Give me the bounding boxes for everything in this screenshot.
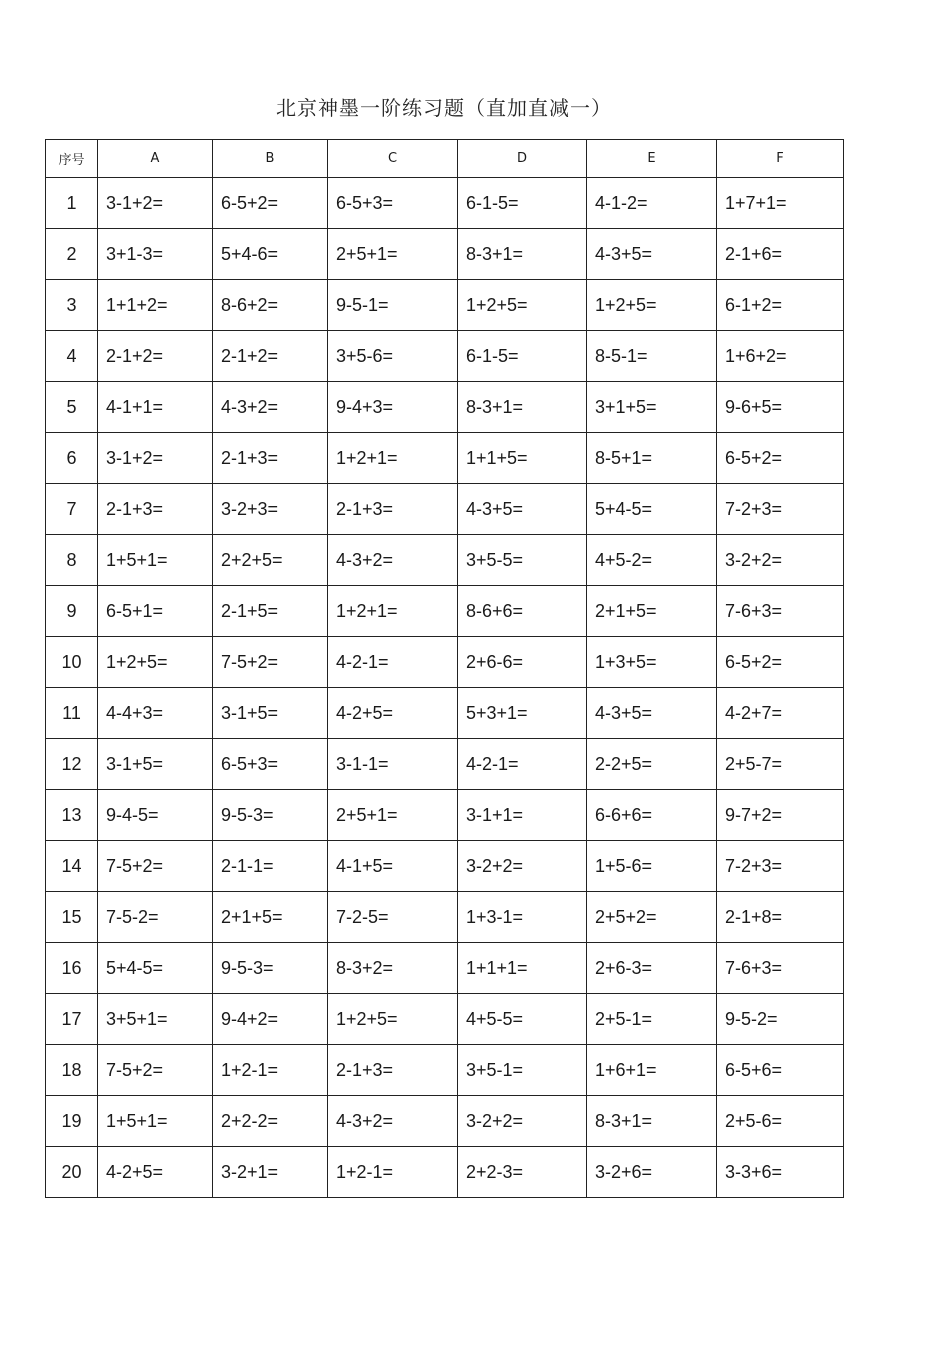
row-number: 6	[46, 433, 98, 484]
column-header-d: D	[458, 140, 587, 178]
problem-cell: 1+2+5=	[587, 280, 717, 331]
problem-cell: 6-5+3=	[328, 178, 458, 229]
problem-cell: 7-5+2=	[98, 841, 213, 892]
problem-cell: 2+5-6=	[717, 1096, 844, 1147]
problem-cell: 3+1+5=	[587, 382, 717, 433]
column-header-b: B	[213, 140, 328, 178]
row-number: 12	[46, 739, 98, 790]
row-number: 18	[46, 1045, 98, 1096]
table-row	[46, 535, 844, 586]
row-number: 5	[46, 382, 98, 433]
problem-cell: 5+3+1=	[458, 688, 587, 739]
problem-cell: 9-5-3=	[213, 943, 328, 994]
problem-cell: 8-3+1=	[458, 229, 587, 280]
problem-cell: 9-5-2=	[717, 994, 844, 1045]
problem-cell: 5+4-6=	[213, 229, 328, 280]
table-row	[46, 1147, 844, 1198]
problem-cell: 4-1-2=	[587, 178, 717, 229]
problem-cell: 2+2+5=	[213, 535, 328, 586]
problem-cell: 2+5+1=	[328, 229, 458, 280]
problem-cell: 2+5-1=	[587, 994, 717, 1045]
row-number: 3	[46, 280, 98, 331]
problem-cell: 2-1+3=	[213, 433, 328, 484]
row-number: 15	[46, 892, 98, 943]
table-row	[46, 586, 844, 637]
table-row	[46, 994, 844, 1045]
problem-cell: 2+1+5=	[587, 586, 717, 637]
problem-cell: 6-5+2=	[717, 637, 844, 688]
problem-cell: 1+2+5=	[98, 637, 213, 688]
problem-cell: 4-2-1=	[458, 739, 587, 790]
problem-cell: 4-2+5=	[328, 688, 458, 739]
problem-cell: 3-2+2=	[458, 841, 587, 892]
problem-cell: 2-1+2=	[213, 331, 328, 382]
problem-cell: 7-5+2=	[98, 1045, 213, 1096]
table-row	[46, 841, 844, 892]
row-number: 13	[46, 790, 98, 841]
table-row	[46, 382, 844, 433]
problem-cell: 2+2-3=	[458, 1147, 587, 1198]
problem-cell: 2-2+5=	[587, 739, 717, 790]
problem-cell: 1+6+2=	[717, 331, 844, 382]
problem-cell: 2+1+5=	[213, 892, 328, 943]
problem-cell: 6-1+2=	[717, 280, 844, 331]
problem-cell: 1+2+1=	[328, 586, 458, 637]
table-row	[46, 1096, 844, 1147]
problem-cell: 4-3+2=	[328, 535, 458, 586]
table-row	[46, 688, 844, 739]
problem-cell: 4-2+7=	[717, 688, 844, 739]
problem-cell: 9-7+2=	[717, 790, 844, 841]
problem-cell: 1+5+1=	[98, 1096, 213, 1147]
row-number: 16	[46, 943, 98, 994]
problem-cell: 3-2+2=	[458, 1096, 587, 1147]
problem-cell: 4-1+5=	[328, 841, 458, 892]
problem-cell: 1+7+1=	[717, 178, 844, 229]
problem-cell: 3+1-3=	[98, 229, 213, 280]
problem-cell: 4-3+2=	[213, 382, 328, 433]
problem-cell: 2+5+2=	[587, 892, 717, 943]
table-row	[46, 892, 844, 943]
row-number: 14	[46, 841, 98, 892]
problem-cell: 2+6-3=	[587, 943, 717, 994]
problem-cell: 3-2+1=	[213, 1147, 328, 1198]
problem-cell: 2+6-6=	[458, 637, 587, 688]
problem-cell: 8-6+2=	[213, 280, 328, 331]
problem-cell: 7-2-5=	[328, 892, 458, 943]
problem-cell: 7-5-2=	[98, 892, 213, 943]
problem-cell: 2-1+5=	[213, 586, 328, 637]
column-header-c: C	[328, 140, 458, 178]
table-row	[46, 637, 844, 688]
problem-cell: 1+5-6=	[587, 841, 717, 892]
problem-cell: 4-2-1=	[328, 637, 458, 688]
problem-cell: 6-5+6=	[717, 1045, 844, 1096]
row-number: 9	[46, 586, 98, 637]
problem-cell: 7-5+2=	[213, 637, 328, 688]
problem-cell: 2-1+3=	[98, 484, 213, 535]
column-header-e: E	[587, 140, 717, 178]
row-number: 1	[46, 178, 98, 229]
problem-cell: 3-1+2=	[98, 433, 213, 484]
table-row	[46, 739, 844, 790]
exercise-table	[45, 139, 844, 1198]
problem-cell: 9-4-5=	[98, 790, 213, 841]
problem-cell: 3-2+3=	[213, 484, 328, 535]
row-number: 4	[46, 331, 98, 382]
problem-cell: 6-5+1=	[98, 586, 213, 637]
problem-cell: 3-1+5=	[213, 688, 328, 739]
problem-cell: 1+2-1=	[213, 1045, 328, 1096]
header-index: 序号	[46, 140, 98, 178]
problem-cell: 9-5-1=	[328, 280, 458, 331]
problem-cell: 4-3+5=	[587, 688, 717, 739]
row-number: 11	[46, 688, 98, 739]
problem-cell: 2+2-2=	[213, 1096, 328, 1147]
problem-cell: 6-1-5=	[458, 178, 587, 229]
problem-cell: 1+2-1=	[328, 1147, 458, 1198]
table-row	[46, 943, 844, 994]
problem-cell: 4-3+2=	[328, 1096, 458, 1147]
problem-cell: 9-6+5=	[717, 382, 844, 433]
problem-cell: 4-2+5=	[98, 1147, 213, 1198]
problem-cell: 4+5-2=	[587, 535, 717, 586]
problem-cell: 3+5-5=	[458, 535, 587, 586]
problem-cell: 3+5+1=	[98, 994, 213, 1045]
problem-cell: 2-1+3=	[328, 484, 458, 535]
table-row	[46, 433, 844, 484]
header-row	[46, 140, 844, 178]
row-number: 20	[46, 1147, 98, 1198]
problem-cell: 7-6+3=	[717, 943, 844, 994]
problem-cell: 1+3+5=	[587, 637, 717, 688]
row-number: 17	[46, 994, 98, 1045]
problem-cell: 4-3+5=	[587, 229, 717, 280]
table-row	[46, 331, 844, 382]
problem-cell: 3-2+6=	[587, 1147, 717, 1198]
problem-cell: 4-4+3=	[98, 688, 213, 739]
problem-cell: 8-6+6=	[458, 586, 587, 637]
problem-cell: 1+2+5=	[458, 280, 587, 331]
problem-cell: 3-1+1=	[458, 790, 587, 841]
problem-cell: 6-5+2=	[717, 433, 844, 484]
column-header-f: F	[717, 140, 844, 178]
problem-cell: 1+6+1=	[587, 1045, 717, 1096]
table-row	[46, 790, 844, 841]
problem-cell: 7-6+3=	[717, 586, 844, 637]
table-row	[46, 484, 844, 535]
problem-cell: 6-5+2=	[213, 178, 328, 229]
problem-cell: 8-5+1=	[587, 433, 717, 484]
row-number: 2	[46, 229, 98, 280]
problem-cell: 1+1+5=	[458, 433, 587, 484]
table-body	[46, 178, 844, 1198]
problem-cell: 8-3+1=	[587, 1096, 717, 1147]
problem-cell: 4-3+5=	[458, 484, 587, 535]
problem-cell: 1+1+2=	[98, 280, 213, 331]
problem-cell: 2-1+6=	[717, 229, 844, 280]
table-row	[46, 280, 844, 331]
problem-cell: 9-4+2=	[213, 994, 328, 1045]
problem-cell: 2-1+8=	[717, 892, 844, 943]
row-number: 19	[46, 1096, 98, 1147]
problem-cell: 2+5-7=	[717, 739, 844, 790]
problem-cell: 9-5-3=	[213, 790, 328, 841]
problem-cell: 3-1-1=	[328, 739, 458, 790]
problem-cell: 2-1-1=	[213, 841, 328, 892]
problem-cell: 1+2+5=	[328, 994, 458, 1045]
column-header-a: A	[98, 140, 213, 178]
problem-cell: 6-5+3=	[213, 739, 328, 790]
table-row	[46, 178, 844, 229]
problem-cell: 3-2+2=	[717, 535, 844, 586]
problem-cell: 8-5-1=	[587, 331, 717, 382]
problem-cell: 6-6+6=	[587, 790, 717, 841]
row-number: 7	[46, 484, 98, 535]
problem-cell: 7-2+3=	[717, 484, 844, 535]
problem-cell: 2-1+2=	[98, 331, 213, 382]
table-row	[46, 229, 844, 280]
problem-cell: 7-2+3=	[717, 841, 844, 892]
problem-cell: 3+5-1=	[458, 1045, 587, 1096]
problem-cell: 4-1+1=	[98, 382, 213, 433]
table-row	[46, 1045, 844, 1096]
problem-cell: 8-3+1=	[458, 382, 587, 433]
problem-cell: 5+4-5=	[587, 484, 717, 535]
row-number: 8	[46, 535, 98, 586]
problem-cell: 4+5-5=	[458, 994, 587, 1045]
problem-cell: 3-1+2=	[98, 178, 213, 229]
problem-cell: 5+4-5=	[98, 943, 213, 994]
problem-cell: 3-3+6=	[717, 1147, 844, 1198]
problem-cell: 9-4+3=	[328, 382, 458, 433]
problem-cell: 1+3-1=	[458, 892, 587, 943]
problem-cell: 6-1-5=	[458, 331, 587, 382]
problem-cell: 2+5+1=	[328, 790, 458, 841]
problem-cell: 3-1+5=	[98, 739, 213, 790]
problem-cell: 2-1+3=	[328, 1045, 458, 1096]
problem-cell: 8-3+2=	[328, 943, 458, 994]
problem-cell: 1+1+1=	[458, 943, 587, 994]
problem-cell: 1+2+1=	[328, 433, 458, 484]
problem-cell: 1+5+1=	[98, 535, 213, 586]
problem-cell: 3+5-6=	[328, 331, 458, 382]
page-title: 北京神墨一阶练习题（直加直减一）	[276, 96, 612, 120]
row-number: 10	[46, 637, 98, 688]
